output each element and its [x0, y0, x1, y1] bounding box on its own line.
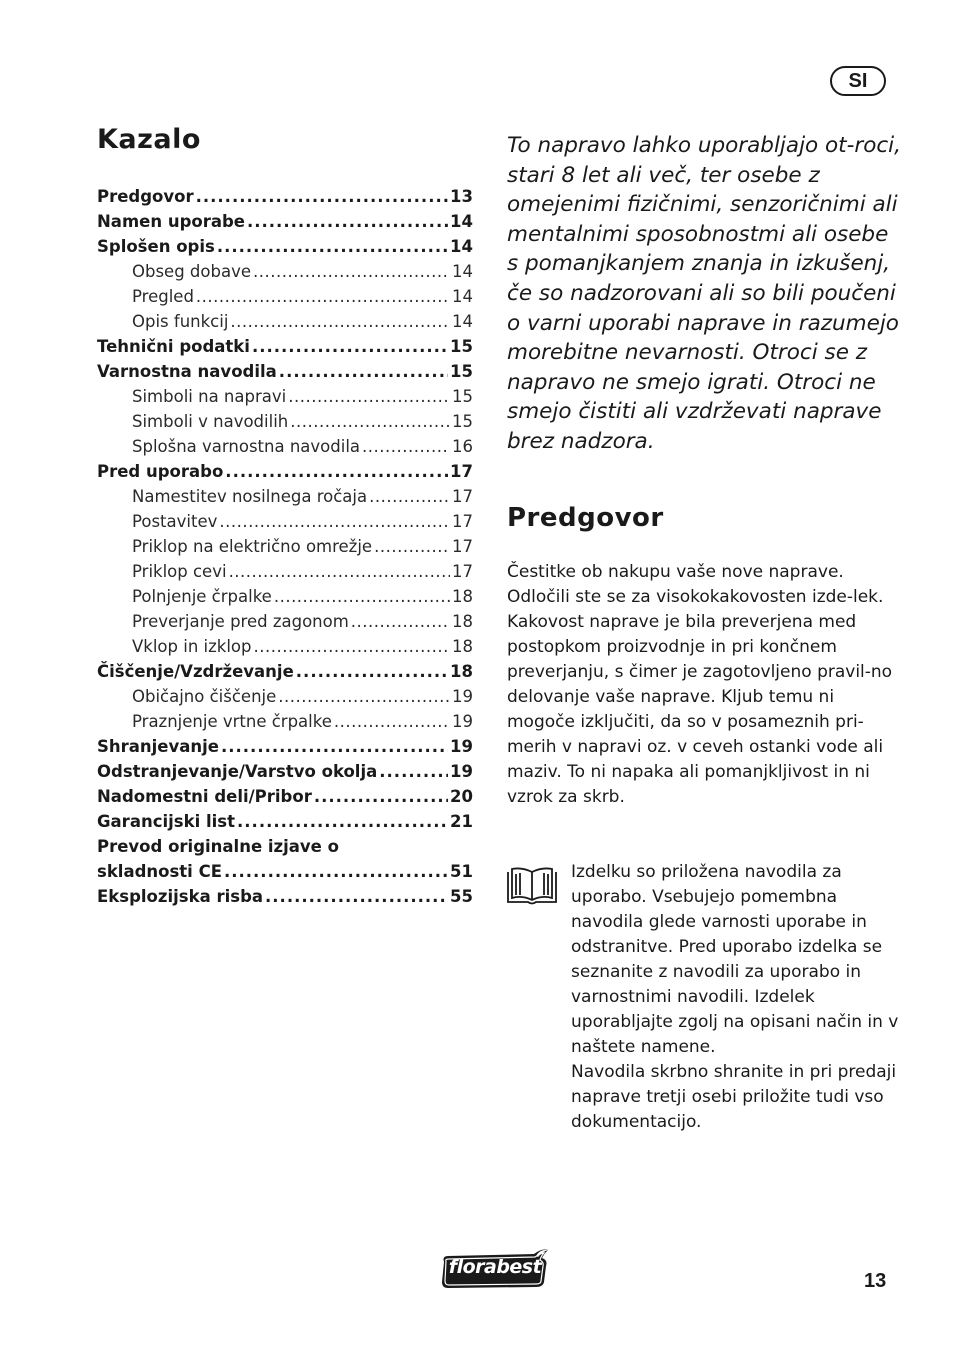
toc-leader-dots [351, 609, 450, 634]
toc-entry[interactable] [97, 734, 473, 759]
toc-entry[interactable] [97, 784, 473, 809]
toc-entry[interactable] [97, 334, 473, 359]
preface-body [507, 560, 897, 810]
toc-leader-dots [290, 409, 450, 434]
toc-entry-title: Shranjevanje [97, 737, 219, 756]
toc-entry-page: 17 [450, 462, 473, 481]
toc-entry-title: Simboli v navodilih [132, 412, 289, 431]
toc-entry-page: 18 [452, 587, 473, 606]
toc-entry-title: Polnjenje črpalke [132, 587, 272, 606]
toc-entry-page: 18 [452, 637, 473, 656]
toc-subentry[interactable] [97, 559, 473, 584]
toc-entry-page: 18 [450, 662, 473, 681]
toc-subentry[interactable] [97, 534, 473, 559]
toc-entry-title: Postavitev [132, 512, 218, 531]
toc-entry-title: Prevod originalne izjave o [97, 837, 339, 856]
toc-entry-page: 17 [452, 562, 473, 581]
toc-leader-dots [362, 434, 450, 459]
toc-leader-dots [334, 709, 450, 734]
toc-entry-ce[interactable] [97, 859, 473, 884]
toc-leader-dots [253, 259, 450, 284]
toc-leader-dots [196, 284, 450, 309]
toc-entry-title: Splošna varnostna navodila [132, 437, 361, 456]
toc-entry[interactable] [97, 234, 473, 259]
toc-entry-page: 15 [452, 387, 473, 406]
toc-leader-dots [374, 534, 450, 559]
toc-entry-page: 14 [452, 312, 473, 331]
toc-entry-page: 14 [450, 212, 473, 231]
toc-subentry[interactable] [97, 284, 473, 309]
toc-leader-dots [279, 359, 448, 384]
toc-entry[interactable] [97, 359, 473, 384]
toc-entry-page: 55 [450, 887, 473, 906]
toc-leader-dots [296, 659, 448, 684]
toc-leader-dots [196, 184, 448, 209]
toc-leader-dots [221, 734, 448, 759]
toc-title: Kazalo [97, 124, 201, 155]
manual-notice-paragraph-2: Navodila skrbno shranite in pri predaji naprave tretji osebi priložite tudi vso dokumentacijo. [571, 1062, 897, 1132]
language-badge: SI [830, 66, 886, 96]
toc-entry-title: Pregled [132, 287, 194, 306]
toc-leader-dots [252, 334, 448, 359]
toc-entry[interactable] [97, 759, 473, 784]
preface-paragraph-1: Čestitke ob nakupu vaše nove naprave. Odločili ste se za visokokakovosten izde-lek. [507, 562, 884, 607]
toc-entry-ce-line1[interactable] [97, 834, 473, 859]
toc-leader-dots [247, 209, 448, 234]
toc-entry-page: 21 [450, 812, 473, 831]
toc-entry-page: 19 [452, 687, 473, 706]
preface-paragraph-2: Kakovost naprave je bila preverjena med postopkom proizvodnje in pri končnem preverjanju, s čimer je zagotovljeno pravil-no delovanje vaše naprave. Kljub temu ni mogoče izključiti, da so v posameznih pri-merih v napravi oz. v ceveh ostanki vode ali maziv. To ni napaka ali pomanjkljivost in ni vzrok za skrb. [507, 612, 893, 807]
toc-entry-title: Namestitev nosilnega ročaja [132, 487, 368, 506]
florabest-logo [438, 1246, 552, 1290]
toc-entry-title: Namen uporabe [97, 212, 245, 231]
toc-entry[interactable] [97, 659, 473, 684]
toc-entry-page: 16 [452, 437, 473, 456]
toc-entry-page: 20 [450, 787, 473, 806]
toc-leader-dots [369, 484, 450, 509]
manual-notice-paragraph-1: Izdelku so priložena navodila za uporabo. Vsebujejo pomembna navodila glede varnosti uporabe in odstranitve. Pred uporabo izdelka se seznanite z navodili za uporabo in varnostnimi navodili. Izdelek uporabljajte zgolj na opisani način in v naštete namene. [571, 862, 899, 1057]
toc-subentry[interactable] [97, 709, 473, 734]
toc-entry-title: Pred uporabo [97, 462, 224, 481]
toc-entry-title: Vklop in izklop [132, 637, 252, 656]
toc-leader-dots [219, 509, 450, 534]
toc-subentry[interactable] [97, 609, 473, 634]
toc-leader-dots [265, 884, 448, 909]
toc-entry-title: Odstranjevanje/Varstvo okolja [97, 762, 378, 781]
toc-entry-page: 14 [452, 262, 473, 281]
toc-entry-title: Garancijski list [97, 812, 236, 831]
toc-subentry[interactable] [97, 309, 473, 334]
toc-entry-page: 19 [450, 762, 473, 781]
toc-subentry[interactable] [97, 384, 473, 409]
toc-subentry[interactable] [97, 434, 473, 459]
toc-leader-dots [225, 459, 448, 484]
toc-subentry[interactable] [97, 259, 473, 284]
toc-entry-page: 17 [452, 537, 473, 556]
toc-entry-title: Varnostna navodila [97, 362, 277, 381]
table-of-contents [97, 184, 473, 909]
toc-entry-page: 15 [452, 412, 473, 431]
toc-leader-dots [229, 559, 450, 584]
toc-subentry[interactable] [97, 584, 473, 609]
toc-entry[interactable] [97, 459, 473, 484]
toc-entry-page: 18 [452, 612, 473, 631]
toc-entry-title: Priklop na električno omrežje [132, 537, 373, 556]
toc-entry-page: 13 [450, 187, 473, 206]
toc-entry-title: Eksplozijska risba [97, 887, 264, 906]
toc-entry-title: Opis funkcij [132, 312, 229, 331]
logo-wordmark: florabest [448, 1256, 542, 1278]
toc-leader-dots [230, 309, 450, 334]
manual-notice [571, 860, 901, 1135]
toc-subentry[interactable] [97, 684, 473, 709]
toc-leader-dots [224, 859, 448, 884]
book-icon [506, 866, 558, 908]
toc-entry-page: 14 [450, 237, 473, 256]
toc-entry-title: Obseg dobave [132, 262, 251, 281]
toc-entry-title: skladnosti CE [97, 862, 222, 881]
toc-entry-title: Tehnični podatki [97, 337, 250, 356]
toc-leader-dots [217, 234, 448, 259]
toc-entry-page: 17 [452, 487, 473, 506]
toc-entry-title: Praznjenje vrtne črpalke [132, 712, 332, 731]
toc-entry-page: 17 [452, 512, 473, 531]
toc-entry-page: 15 [450, 337, 473, 356]
page-number: 13 [864, 1270, 887, 1292]
toc-entry-title: Predgovor [97, 187, 194, 206]
child-safety-notice: To napravo lahko uporabljajo ot-roci, stari 8 let ali več, ter osebe z omejenimi fizičnimi, senzoričnimi ali mentalnimi sposobnostmi ali osebe s pomanjkanjem znanja in izkušenj, če so nadzorovani ali so bili poučeni o varni uporabi naprave in razumejo morebitne nevarnosti. Otroci se z napravo ne smejo igrati. Otroci ne smejo čistiti ali vzdrževati naprave brez nadzora. [507, 133, 901, 454]
toc-entry-title: Priklop cevi [132, 562, 227, 581]
toc-entry-title: Splošen opis [97, 237, 215, 256]
toc-entry[interactable] [97, 209, 473, 234]
toc-leader-dots [278, 684, 450, 709]
toc-leader-dots [237, 809, 448, 834]
toc-entry-page: 19 [452, 712, 473, 731]
toc-subentry[interactable] [97, 634, 473, 659]
toc-entry-title: Običajno čiščenje [132, 687, 277, 706]
toc-entry-title: Preverjanje pred zagonom [132, 612, 349, 631]
toc-entry-page: 51 [450, 862, 473, 881]
toc-leader-dots [379, 759, 448, 784]
toc-entry-title: Simboli na napravi [132, 387, 287, 406]
preface-title: Predgovor [507, 503, 664, 533]
toc-subentry[interactable] [97, 509, 473, 534]
toc-entry-page: 15 [450, 362, 473, 381]
toc-entry-explosion-drawing[interactable] [97, 884, 473, 909]
toc-subentry[interactable] [97, 409, 473, 434]
toc-entry-title: Nadomestni deli/Pribor [97, 787, 312, 806]
toc-entry-page: 19 [450, 737, 473, 756]
toc-leader-dots [314, 784, 448, 809]
toc-leader-dots [288, 384, 450, 409]
toc-leader-dots [253, 634, 450, 659]
toc-entry[interactable] [97, 184, 473, 209]
toc-entry[interactable] [97, 809, 473, 834]
toc-leader-dots [274, 584, 450, 609]
toc-entry-title: Čiščenje/Vzdrževanje [97, 662, 294, 681]
toc-entry-page: 14 [452, 287, 473, 306]
toc-subentry[interactable] [97, 484, 473, 509]
